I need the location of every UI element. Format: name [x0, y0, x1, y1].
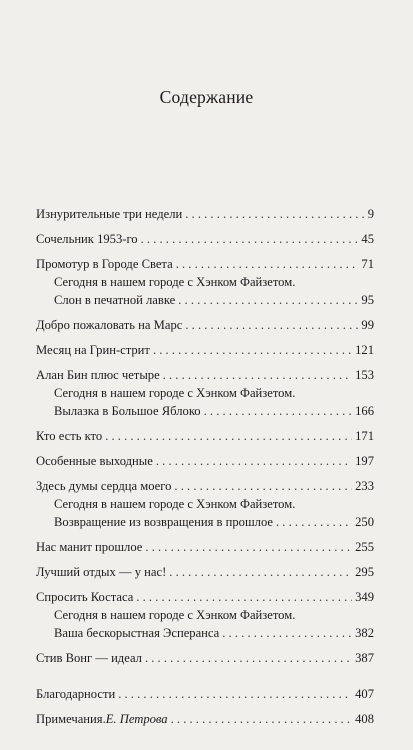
toc-line [36, 563, 374, 581]
toc-entry [36, 230, 374, 248]
toc-entry [36, 538, 374, 556]
toc-label: Сегодня в нашем городе с Хэнком Файзетом. [54, 608, 296, 622]
page-number: 407 [355, 687, 374, 701]
toc-label: Ваша бескорыстная Эсперанса [54, 626, 220, 640]
toc-label: Слон в печатной лавке [54, 293, 176, 307]
dot-leader [204, 402, 353, 420]
toc-label: Сегодня в нашем городе с Хэнком Файзетом. [54, 497, 296, 511]
toc-entry [36, 366, 374, 420]
toc-line [36, 477, 374, 495]
toc-line [36, 452, 374, 470]
dot-leader [141, 230, 359, 248]
toc-label: Стив Вонг — идеал [36, 651, 142, 665]
toc-label: Кто есть кто [36, 429, 103, 443]
dot-leader [145, 649, 352, 667]
toc-label: Алан Бин плюс четыре [36, 368, 160, 382]
toc-line [36, 710, 374, 728]
toc-line [36, 341, 374, 359]
toc-line [36, 205, 374, 223]
dot-leader [118, 685, 352, 703]
toc-label: Нас манит прошлое [36, 540, 143, 554]
toc-label: Месяц на Грин-стрит [36, 343, 150, 357]
toc-subline [36, 606, 374, 624]
toc-entry [36, 563, 374, 581]
toc-line [36, 255, 374, 273]
toc-subline [36, 624, 374, 642]
toc-line [36, 316, 374, 334]
toc-line [36, 427, 374, 445]
toc-entry [36, 341, 374, 359]
page-number: 387 [355, 651, 374, 665]
page-number: 95 [361, 293, 374, 307]
toc-entry [36, 316, 374, 334]
dot-leader [176, 255, 359, 273]
page-number: 121 [355, 343, 374, 357]
toc-line [36, 649, 374, 667]
toc-label: Благодарности [36, 687, 116, 701]
dot-leader [185, 316, 358, 334]
dot-leader [163, 366, 352, 384]
toc-label: Вылазка в Большое Яблоко [54, 404, 201, 418]
page-number: 250 [355, 515, 374, 529]
toc-line [36, 685, 374, 703]
toc-line [36, 588, 374, 606]
dot-leader [169, 563, 352, 581]
toc-author: Е. Петрова [105, 712, 168, 726]
dot-leader [156, 452, 352, 470]
toc-label: Добро пожаловать на Марс [36, 318, 183, 332]
page-number: 233 [355, 479, 374, 493]
table-of-contents [36, 205, 374, 735]
dot-leader [171, 710, 353, 728]
page-number: 166 [355, 404, 374, 418]
toc-entry [36, 710, 374, 728]
toc-subline [36, 291, 374, 309]
toc-entry [36, 588, 374, 642]
page-number: 408 [355, 712, 374, 726]
page-title: Содержание [159, 87, 254, 107]
page-number: 197 [355, 454, 374, 468]
toc-entry [36, 477, 374, 531]
toc-label: Промотур в Городе Света [36, 257, 173, 271]
toc-entry [36, 452, 374, 470]
toc-subline [36, 273, 374, 291]
page-number: 153 [355, 368, 374, 382]
page-number: 99 [361, 318, 374, 332]
dot-leader [145, 538, 352, 556]
toc-subline [36, 384, 374, 402]
page-number: 295 [355, 565, 374, 579]
dot-leader [153, 341, 352, 359]
toc-entry [36, 427, 374, 445]
toc-entry [36, 685, 374, 703]
toc-label: Сочельник 1953-го [36, 232, 138, 246]
toc-entry [36, 649, 374, 667]
page-number: 171 [355, 429, 374, 443]
toc-label: Здесь думы сердца моего [36, 479, 172, 493]
toc-line [36, 538, 374, 556]
toc-label: Спросить Костаса [36, 590, 134, 604]
page-number: 255 [355, 540, 374, 554]
toc-subline [36, 513, 374, 531]
page-number: 349 [355, 590, 374, 604]
toc-entry [36, 205, 374, 223]
toc-line [36, 366, 374, 384]
toc-entry [36, 255, 374, 309]
page-number: 382 [355, 626, 374, 640]
toc-subline [36, 402, 374, 420]
toc-line [36, 230, 374, 248]
dot-leader [222, 624, 352, 642]
toc-subline [36, 495, 374, 513]
toc-label: Примечания. [36, 712, 106, 726]
dot-leader [185, 205, 364, 223]
toc-label: Сегодня в нашем городе с Хэнком Файзетом. [54, 386, 296, 400]
page-number: 45 [361, 232, 374, 246]
dot-leader [174, 477, 352, 495]
toc-label: Изнурительные три недели [36, 207, 183, 221]
dot-leader [105, 427, 352, 445]
toc-label: Особенные выходные [36, 454, 153, 468]
toc-label: Сегодня в нашем городе с Хэнком Файзетом. [54, 275, 296, 289]
toc-label: Лучший отдых — у нас! [36, 565, 167, 579]
page-number: 71 [361, 257, 374, 271]
dot-leader [178, 291, 358, 309]
toc-label: Возвращение из возвращения в прошлое [54, 515, 273, 529]
page-number: 9 [367, 207, 374, 221]
dot-leader [136, 588, 352, 606]
dot-leader [276, 513, 352, 531]
